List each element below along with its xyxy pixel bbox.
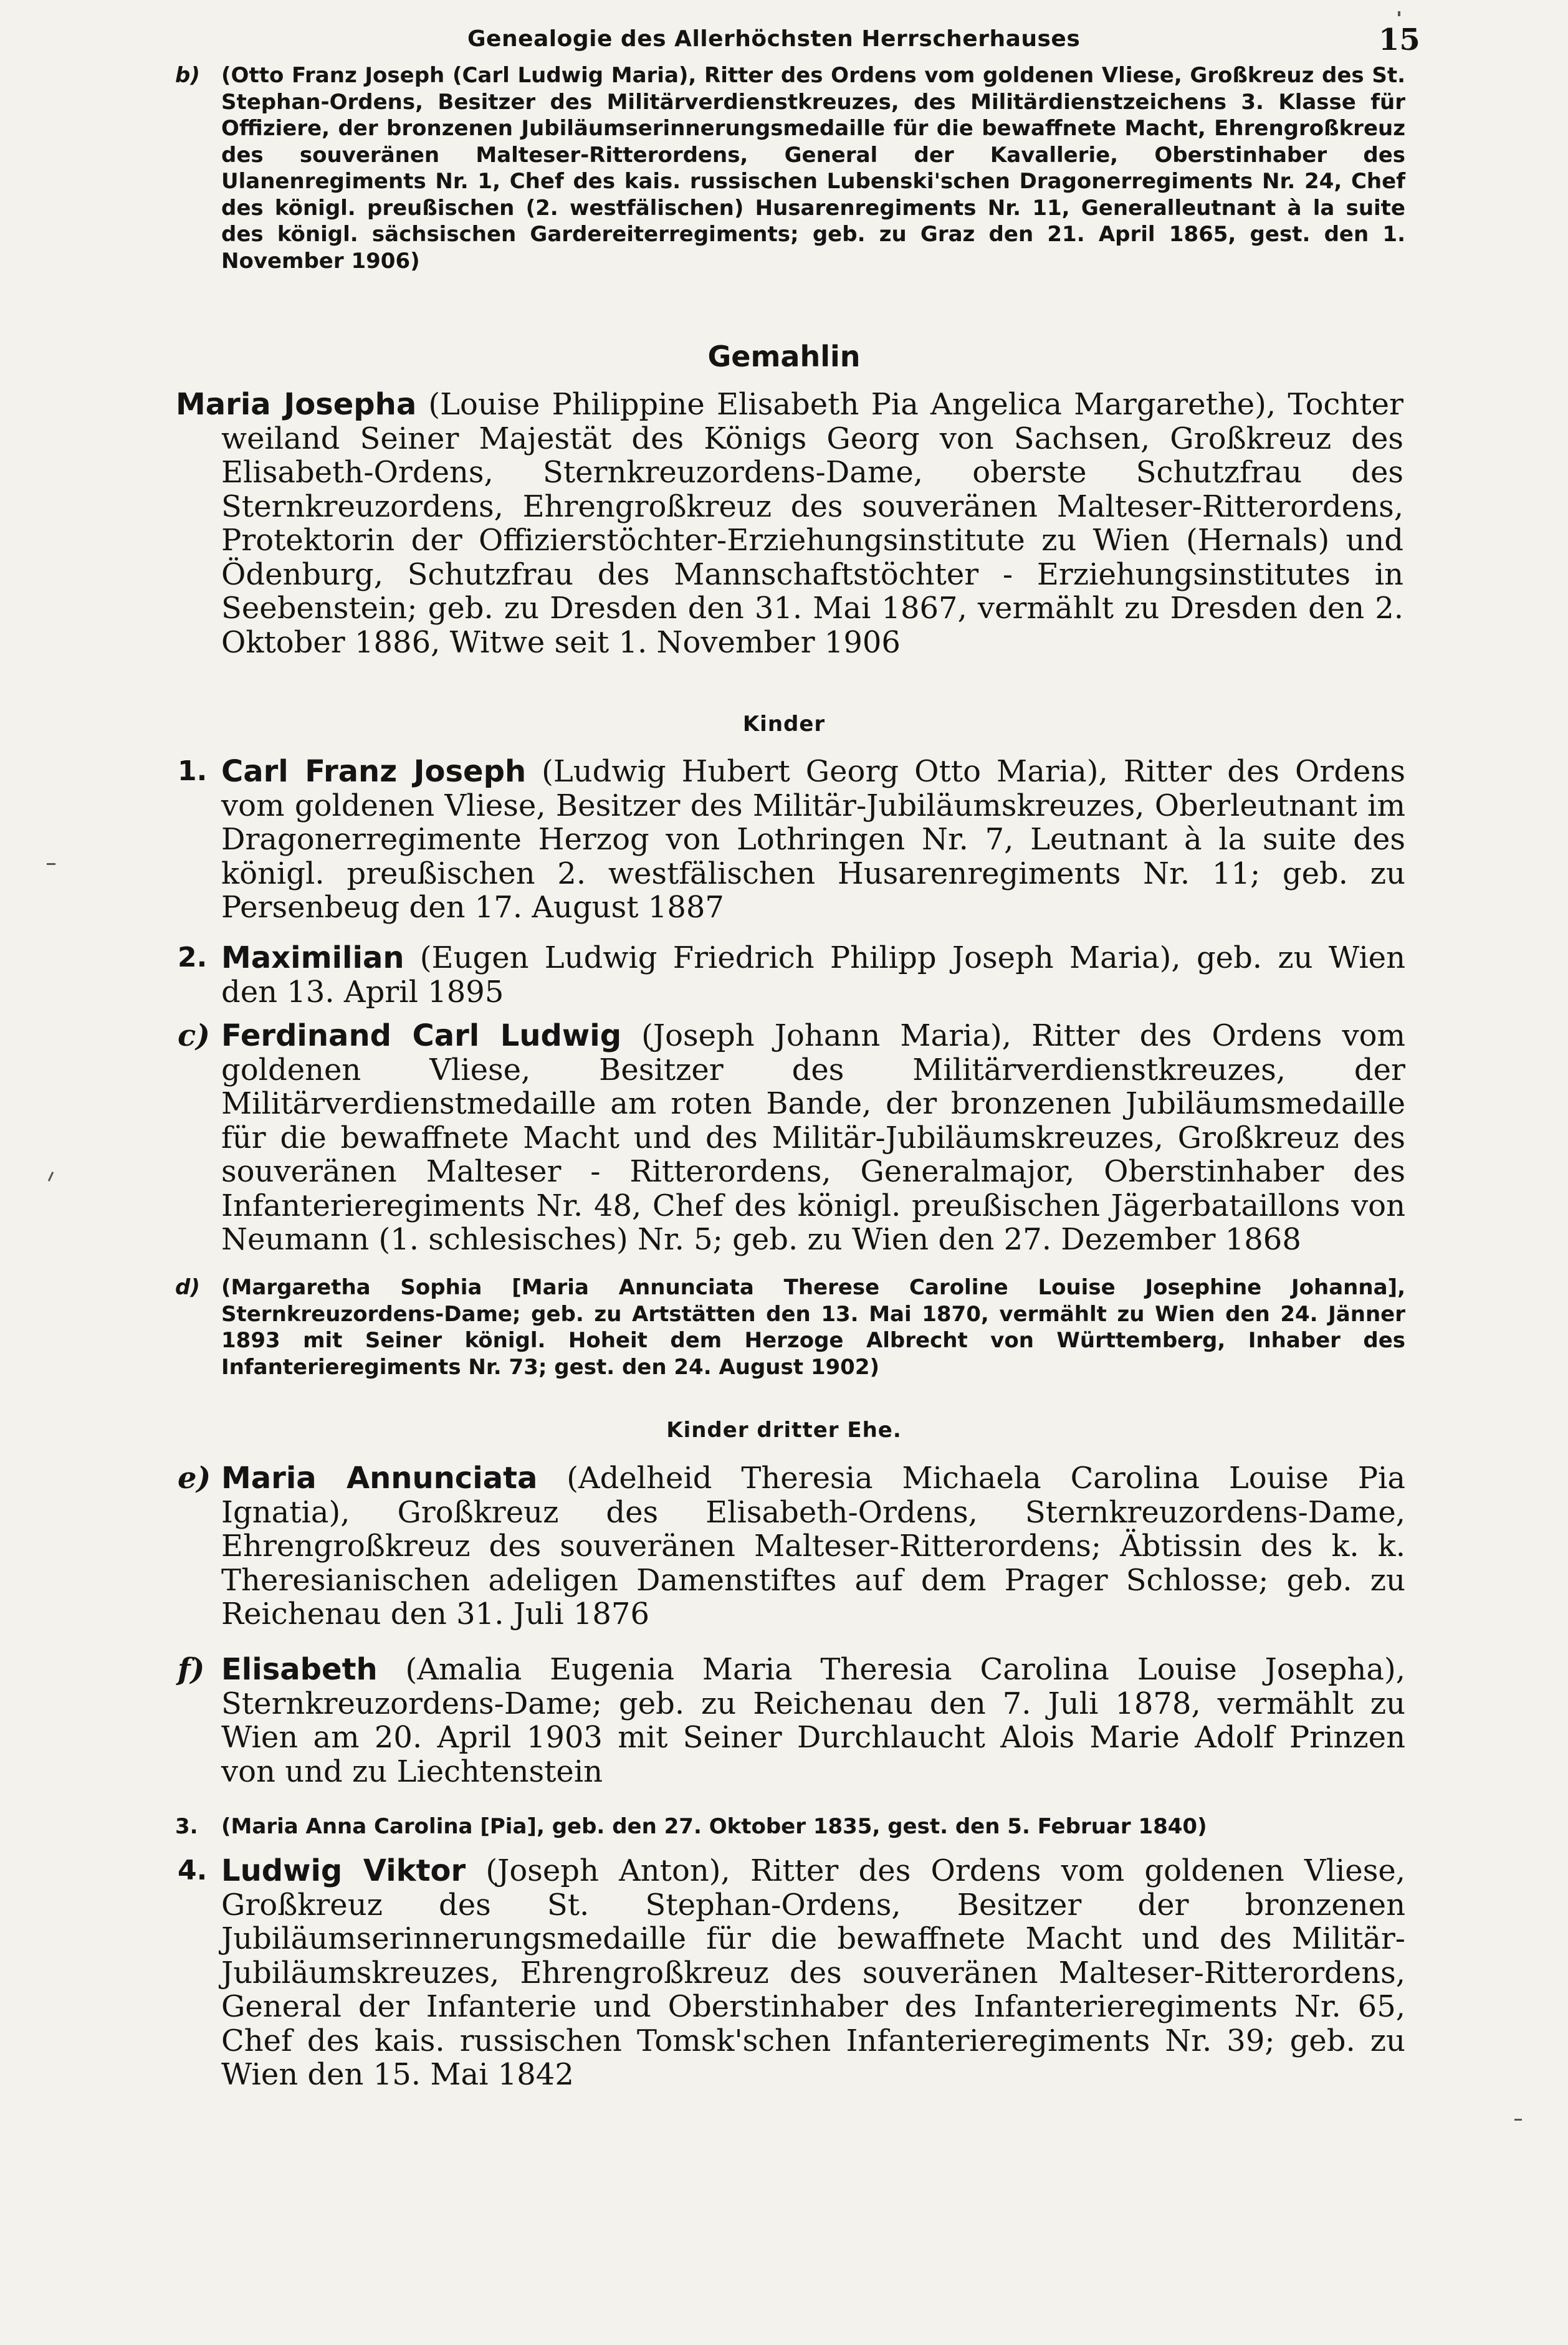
entry-label: e) xyxy=(178,1461,211,1496)
entry-child-1 xyxy=(178,754,1405,925)
entry-d xyxy=(175,1274,1405,1380)
entry-name: (Otto Franz Joseph xyxy=(221,63,445,88)
running-header xyxy=(0,22,1568,64)
entry-label: b) xyxy=(175,63,200,88)
entry-label: 3. xyxy=(175,1814,198,1839)
entry-label: 2. xyxy=(178,942,208,973)
entry-name: (Margaretha Sophia xyxy=(221,1275,482,1300)
entry-name: Ludwig Viktor xyxy=(221,1853,466,1888)
entry-text: (Adelheid Theresia Michaela Carolina Louise Pia Ignatia), Großkreuz des Elisabeth-Ordens, Sternkreuzordens-Dame, Ehrengroßkreuz des souveränen Malteser-Ritterordens; Äbtissin des k. k. Theresianischen adeligen Damenstiftes auf dem Prager Schlosse; geb. zu Reichenau den 31. Juli 1876 xyxy=(221,1461,1405,1631)
section-heading-kinder-dritter-ehe: Kinder dritter Ehe. xyxy=(666,1418,902,1443)
print-speck xyxy=(47,863,55,865)
entry-label: f) xyxy=(178,1652,205,1687)
print-speck xyxy=(1514,2119,1522,2121)
entry-label: c) xyxy=(178,1018,210,1053)
entry-text: (Carl Ludwig Maria), Ritter des Ordens vom goldenen Vliese, Großkreuz des St. Stephan-Ordens, Besitzer des Militärverdienstkreuzes, des Militärdienstzeichens 3. Klasse für Offiziere, der bronzenen Jubiläumserinnerungsmedaille für die bewaffnete Macht, Ehrengroßkreuz des souveränen Malteser-Ritterordens, General der Kavallerie, Oberstinhaber des Ulanenregiments Nr. 1, Chef des kais. russischen Lubenski'schen Dragonerregiments Nr. 24, Chef des königl. preußischen (2. westfälischen) Husarenregiments Nr. 11, Generalleutnant à la suite des königl. sächsischen Gardereiterregiments; geb. zu Graz den 21. April 1865, gest. den 1. November 1906) xyxy=(221,63,1405,274)
entry-label: 4. xyxy=(178,1855,208,1886)
entry-name: Maria Annunciata xyxy=(221,1461,538,1496)
section-heading-kinder: Kinder xyxy=(742,712,826,737)
entry-text: [Pia], geb. den 27. Oktober 1835, gest. den 5. Februar 1840) xyxy=(472,1814,1207,1839)
entry-text: (Eugen Ludwig Friedrich Philipp Joseph Maria), geb. zu Wien den 13. April 1895 xyxy=(221,940,1405,1010)
entry-name: Maria Josepha xyxy=(176,387,417,422)
entry-label: 1. xyxy=(178,755,208,787)
section-heading-gemahlin: Gemahlin xyxy=(707,340,861,373)
running-title: Genealogie des Allerhöchsten Herrscherhauses xyxy=(467,26,1081,52)
entry-3 xyxy=(175,1813,1405,1840)
entry-b xyxy=(175,62,1405,274)
entry-name: (Maria Anna Carolina xyxy=(221,1814,473,1839)
entry-text: (Ludwig Hubert Georg Otto Maria), Ritter des Ordens vom goldenen Vliese, Besitzer des Militär-Jubiläumskreuzes, Oberleutnant im Dragonerregimente Herzog von Lothringen Nr. 7, Leutnant à la suite des königl. preußischen 2. westfälischen Husarenregiments Nr. 11; geb. zu Persenbeug den 17. August 1887 xyxy=(221,754,1405,925)
entry-text: (Joseph Anton), Ritter des Ordens vom goldenen Vliese, Großkreuz des St. Stephan-Ordens, Besitzer der bronzenen Jubiläumserinnerungsmedaille für die bewaffnete Macht und des Militär-Jubiläumskreuzes, Ehrengroßkreuz des souveränen Malteser-Ritterordens, General der Infanterie und Oberstinhaber des Infanterieregiments Nr. 65, Chef des kais. russischen Tomsk'schen Infanterieregiments Nr. 39; geb. zu Wien den 15. Mai 1842 xyxy=(221,1853,1405,2092)
entry-c xyxy=(178,1018,1405,1257)
entry-text: [Maria Annunciata Therese Caroline Louise Josephine Johanna], Sternkreuzordens-Dame; geb. zu Artstätten den 13. Mai 1870, vermählt zu Wien den 24. Jänner 1893 mit Seiner königl. Hoheit dem Herzoge Albrecht von Württemberg, Inhaber des Infanterieregiments Nr. 73; gest. den 24. August 1902) xyxy=(221,1275,1405,1380)
entry-name: Elisabeth xyxy=(221,1652,378,1687)
page-number: 15 xyxy=(1379,22,1420,57)
entry-name: Maximilian xyxy=(221,940,404,975)
entry-text: (Amalia Eugenia Maria Theresia Carolina Louise Josepha), Sternkreuzordens-Dame; geb. zu Reichenau den 7. Juli 1878, vermählt zu Wien am 20. April 1903 mit Seiner Durchlaucht Alois Marie Adolf Prinzen von und zu Liechtenstein xyxy=(221,1652,1405,1789)
entry-label: d) xyxy=(175,1275,200,1300)
print-speck xyxy=(48,1172,54,1182)
entry-name: Carl Franz Joseph xyxy=(221,754,527,789)
print-speck xyxy=(1398,11,1400,16)
entry-f xyxy=(178,1652,1405,1789)
entry-name: Ferdinand Carl Ludwig xyxy=(221,1018,622,1053)
entry-gemahlin xyxy=(176,388,1403,659)
entry-4 xyxy=(178,1853,1405,2092)
entry-child-2 xyxy=(178,940,1405,1010)
entry-text: (Louise Philippine Elisabeth Pia Angelica Margarethe), Tochter weiland Seiner Majestät des Königs Georg von Sachsen, Großkreuz des Elisabeth-Ordens, Sternkreuzordens-Dame, oberste Schutzfrau des Sternkreuzordens, Ehrengroßkreuz des souveränen Malteser-Ritterordens, Protektorin der Offizierstöchter-Erziehungsinstitute zu Wien (Hernals) und Ödenburg, Schutzfrau des Mannschaftstöchter - Erziehungsinstitutes in Seebenstein; geb. zu Dresden den 31. Mai 1867, vermählt zu Dresden den 2. Oktober 1886, Witwe seit 1. November 1906 xyxy=(221,387,1403,660)
entry-text: (Joseph Johann Maria), Ritter des Ordens vom goldenen Vliese, Besitzer des Militärverdienstkreuzes, der Militärverdienstmedaille am roten Bande, der bronzenen Jubiläumsmedaille für die bewaffnete Macht und des Militär-Jubiläumskreuzes, Großkreuz des souveränen Malteser - Ritterordens, Generalmajor, Oberstinhaber des Infanterieregiments Nr. 48, Chef des königl. preußischen Jägerbataillons von Neumann (1. schlesisches) Nr. 5; geb. zu Wien den 27. Dezember 1868 xyxy=(221,1018,1405,1257)
entry-e xyxy=(178,1461,1405,1631)
